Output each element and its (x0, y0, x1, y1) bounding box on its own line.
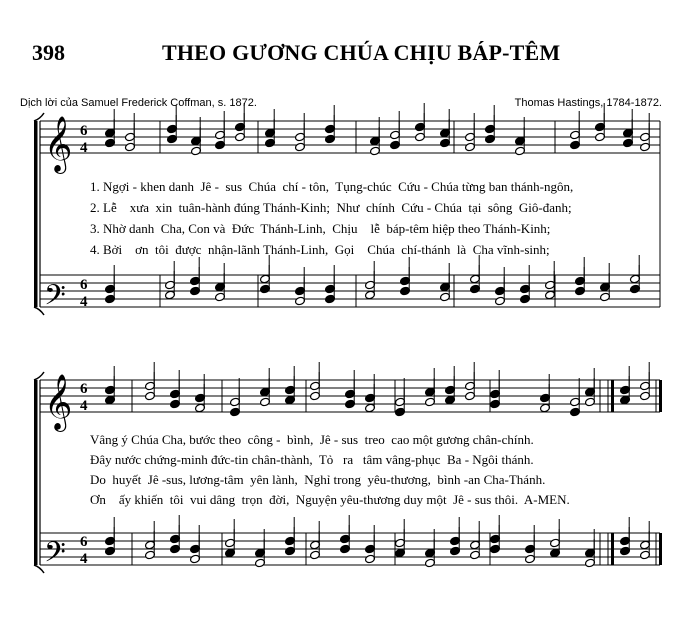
bass-clef: 𝄢 (44, 536, 66, 576)
hymn-number: 398 (32, 40, 65, 65)
music-credit: Thomas Hastings, 1784-1872. (514, 97, 662, 109)
lyric-line: Do huyết Jê -sus, lương-tâm yên lành, Nghỉ trong yêu-thương, bình -an Cha-Thánh. (90, 472, 546, 487)
lyric-line: 2. Lễ xưa xin tuân-hành đúng Thánh-Kinh; Như chính Cứu - Chúa tại sông Giô-đanh; (90, 200, 572, 215)
lyric-line: 4. Bởi ơn tôi được nhận-lãnh Thánh-Linh, Gọi Chúa chí-thánh là Cha vĩnh-sinh; (90, 242, 550, 257)
time-signature-top: 6 (80, 277, 88, 293)
time-signature-bottom: 4 (80, 294, 88, 310)
treble-clef: 𝄞 (44, 116, 73, 172)
lyric-line: Vâng ý Chúa Cha, bước theo công - bình, Jê - sus treo cao một gương chân-chính. (90, 432, 534, 447)
text-credit: Dịch lời của Samuel Frederick Coffman, s. 1872. (20, 97, 257, 109)
lyric-line: Ơn ấy khiến tôi vui dâng trọn đời, Nguyện yêu-thương duy một Jê - sus thôi. A-MEN. (90, 492, 570, 507)
time-signature-top: 6 (80, 381, 88, 397)
time-signature-top: 6 (80, 123, 88, 139)
lyric-line: 3. Nhờ danh Cha, Con và Đức Thánh-Linh, Chịu lễ báp-têm hiệp theo Thánh-Kinh; (90, 221, 551, 236)
time-signature-bottom: 4 (80, 551, 88, 567)
lyric-line: 1. Ngợi - khen danh Jê - sus Chúa chí - tôn, Tụng-chúc Cứu - Chúa từng ban thánh-ngôn, (90, 179, 574, 194)
time-signature-bottom: 4 (80, 398, 88, 414)
treble-clef: 𝄞 (44, 374, 73, 430)
time-signature-bottom: 4 (80, 140, 88, 156)
lyric-line: Đây nước chứng-minh đức-tin chân-thành, Tỏ ra tâm vâng-phục Ba - Ngôi thánh. (90, 452, 534, 467)
bass-clef: 𝄢 (44, 279, 66, 319)
hymn-title: THEO GƯƠNG CHÚA CHỊU BÁP-TÊM (162, 40, 561, 65)
time-signature-top: 6 (80, 534, 88, 550)
